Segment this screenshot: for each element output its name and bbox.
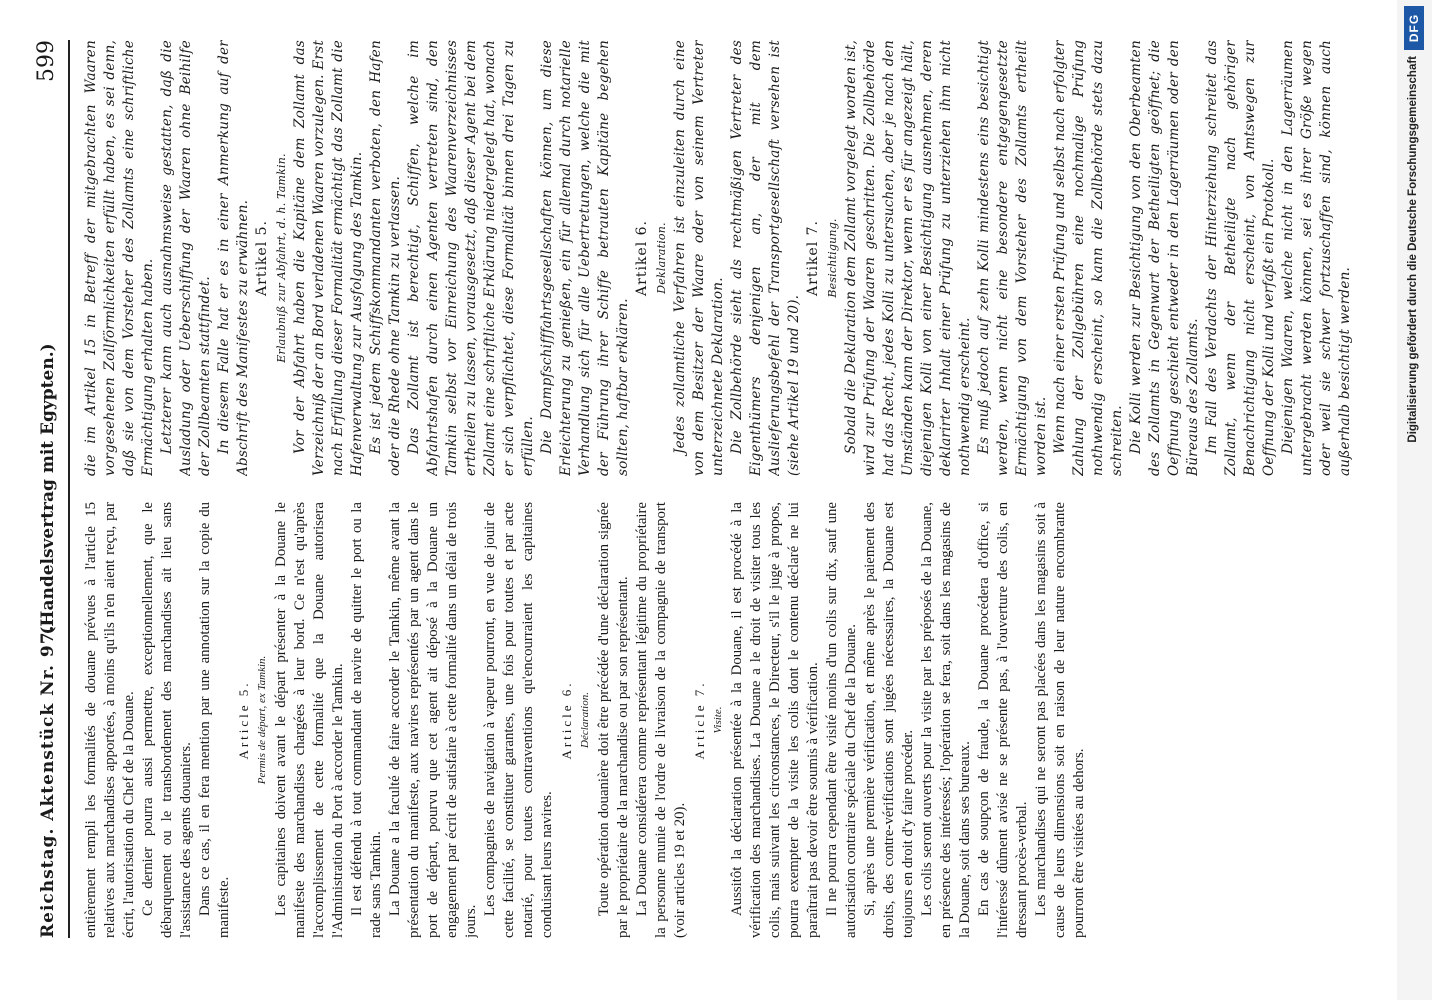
paragraph: Les colis seront ouverts pour la visite par les préposés de la Douane, en présence des intéressés; l'opération se fera, soit dans les magasins de la Douane, soit dans ses bureaux. [919, 502, 973, 938]
paragraph: die im Artikel 15 in Betreff der mitgebrachten Waaren vorgesehenen Zollförmlichkeiten erfüllt haben, es sei denn, daß sie von dem Vorsteher des Zollamts eine schriftliche Ermächtigung erhalten haben. [83, 40, 156, 476]
article-heading: Article 5. [236, 680, 251, 760]
article-subheading: Deklaration. [655, 222, 668, 294]
paragraph: Il ne pourra cependant être visité moins d'un colis sur dix, sauf une autorisation contraire spéciale du Chef de la Douane. [824, 502, 859, 938]
paragraph: La Douane a la faculté de faire accorder le Tamkin, même avant la présentation du manifeste, aux navires représentés par un agent dans le port de départ, pourvu que cet agent ait déposé à la Douane un engagement par écrit de satisfaire à cette formalité dans un délai de trois jours. [387, 502, 479, 938]
paragraph: Die Zollbehörde sieht als rechtmäßigen Vertreter des Eigenthümers denjenigen an, der mit dem Auslieferungsbefehl der Transportgesellschaft versehen ist (siehe Artikel 19 und 20). [729, 40, 802, 476]
dfg-logo: DFG [1404, 6, 1424, 50]
paragraph: Les capitaines doivent avant le départ présenter à la Douane le manifeste des marchandises chargées à leur bord. Ce n'est qu'après l'accomplissement de cette formalité que la Douane autorisera l'Administration du Port à accorder le Tamkin. [273, 502, 346, 938]
article-heading: Article 6. [559, 680, 574, 760]
paragraph: Il est défendu à tout commandant de navire de quitter le port ou la rade sans Tamkin. [349, 502, 384, 938]
page-header [34, 40, 70, 938]
header-title: Reichstag. Aktenstück Nr. 97. [38, 624, 58, 938]
article-subheading: Permis de départ, ex Tamkin. [256, 655, 268, 785]
paragraph: Aussitôt la déclaration présentée à la Douane, il est procédé à la vérification des marchandises. La Douane a le droit de visiter tous les colis, mais suivant les circonstances, le Directeur, s'il le juge à propos, pourra exempter de la visite les colis dont le contenu déclaré ne lui paraîtrait pas devoir être soumis à vérification. [729, 502, 821, 938]
paragraph: Sobald die Deklaration dem Zollamt vorgelegt worden ist, wird zur Prüfung der Waaren geschritten. Die Zollbehörde hat das Recht, jedes Kolli zu untersuchen, aber je nach den Umständen kann der Direktor, wenn er es für angezeigt hält, diejenigen Kolli von einer Besichtigung ausnehmen, deren deklarirter Inhalt einer Prüfung zu unterziehen ihm nicht nothwendig erscheint. [843, 40, 973, 476]
paragraph: Im Fall des Verdachts der Hinterziehung schreitet das Zollamt, wenn der Betheiligte nach gehöriger Benachrichtigung nicht erscheint, von Amtswegen zur Oeffnung der Kolli und verfaßt ein Protokoll. [1204, 40, 1277, 476]
paragraph: Diejenigen Waaren, welche nicht in den Lagerräumen untergebracht werden können, sei es ihrer Größe wegen oder weil sie schwer fortzuschaffen sind, können auch außerhalb besichtigt werden. [1280, 40, 1353, 476]
paragraph: Wenn nach einer ersten Prüfung und selbst nach erfolgter Zahlung der Zollgebühren eine nochmalige Prüfung nothwendig erscheint, so kann die Zollbehörde stets dazu schreiten. [1052, 40, 1125, 476]
article-heading: Article 7. [692, 680, 707, 760]
german-column [82, 40, 1392, 476]
article-heading: Artikel 6. [634, 220, 650, 296]
digitization-credit: Digitalisierung gefördert durch die Deutsche Forschungsgemeinschaft [1407, 56, 1419, 443]
header-subtitle: (Handelsvertrag mit Egypten.) [38, 343, 58, 635]
paragraph: Letzterer kann auch ausnahmsweise gestatten, daß die Ausladung oder Ueberschiffung der Waaren ohne Beihilfe der Zollbeamten stattfindet. [159, 40, 213, 476]
paragraph: Toute opération douanière doit être précédée d'une déclaration signée par le propriétaire de la marchandise ou par son représentant. [596, 502, 631, 938]
paragraph: Les marchandises qui ne seront pas placées dans les magasins soit à cause de leurs dimensions soit en raison de leur nature encombrante pourront être visitées au dehors. [1033, 502, 1087, 938]
paragraph: Das Zollamt ist berechtigt, Schiffen, welche im Abfahrtshafen durch einen Agenten vertreten sind, den Tamkin selbst vor Einreichung des Waarenverzeichnisses ertheilen zu lassen, vorausgesetzt, daß dieser Agent bei dem Zollamt eine schriftliche Erklärung niedergelegt hat, wonach er sich verpflichtet, diese Formalität binnen drei Tagen zu erfüllen. [406, 40, 536, 476]
article-subheading: Visite. [712, 706, 724, 734]
page-number: 599 [34, 40, 59, 82]
paragraph: Les compagnies de navigation à vapeur pourront, en vue de jouir de cette facilité, se constituer garantes, une fois pour toutes et par acte notarié, pour toutes contraventions qu'encourraient les capitaines conduisant leurs navires. [482, 502, 555, 938]
paragraph: En cas de soupçon de fraude, la Douane procédera d'office, si l'intéressé dûment avisé ne se présente pas, à l'ouverture des colis, en dressant procès-verbal. [976, 502, 1030, 938]
paragraph: Es muß jedoch auf zehn Kolli mindestens eins besichtigt werden, wenn nicht eine besondere entgegengesetzte Ermächtigung von dem Vorsteher des Zollamts ertheilt worden ist. [976, 40, 1049, 476]
paragraph: Vor der Abfahrt haben die Kapitäne dem Zollamt das Verzeichniß der an Bord verladenen Waaren vorzulegen. Erst nach Erfüllung dieser Formalität ermächtigt das Zollamt die Hafenverwaltung zur Ausfolgung des Tamkin. [292, 40, 365, 476]
paragraph: Dans ce cas, il en fera mention par une annotation sur la copie du manifeste. [197, 502, 232, 938]
paragraph: Die Kolli werden zur Besichtigung von den Oberbeamten des Zollamts in Gegenwart der Betheiligten geöffnet; die Oeffnung geschieht entweder in den Lagerräumen oder den Büreaus des Zollamts. [1128, 40, 1201, 476]
french-column [82, 502, 1392, 938]
paragraph: Es ist jedem Schiffskommandanten verboten, den Hafen oder die Rhede ohne Tamkin zu verlassen. [368, 40, 403, 476]
paragraph: Die Dampfschifffahrtsgesellschaften können, um diese Erleichterung zu genießen, ein für allemal durch notarielle Verhandlung sich für alle Uebertretungen, welche die mit der Führung ihrer Schiffe betrauten Kapitäne begehen sollten, haftbar erklären. [539, 40, 631, 476]
article-heading: Artikel 7. [805, 220, 821, 296]
article-subheading: Déclaration. [579, 692, 591, 748]
article-subheading: Besichtigung. [826, 218, 839, 298]
digitization-credit-bar [1397, 0, 1432, 1000]
paragraph: La Douane considérera comme représentant légitime du propriétaire la personne munie de l'ordre de livraison de la compagnie de transport (voir articles 19 et 20). [634, 502, 688, 938]
paragraph: Ce dernier pourra aussi permettre, exceptionnellement, que le débarquement ou le transbordement des marchandises ait lieu sans l'assistance des agents douaniers. [140, 502, 194, 938]
paragraph: entièrement rempli les formalités de douane prévues à l'article 15 relatives aux marchandises apportées, à moins qu'ils n'en aient reçu, par écrit, l'autorisation du Chef de la Douane. [83, 502, 137, 938]
article-heading: Artikel 5. [254, 220, 270, 296]
article-subheading: Erlaubniß zur Abfahrt, d. h. Tamkin. [275, 153, 288, 363]
paragraph: Jedes zollamtliche Verfahren ist einzuleiten durch eine von dem Besitzer der Waare oder von seinem Vertreter unterzeichnete Deklaration. [672, 40, 726, 476]
paragraph: Si, après une première vérification, et même après le paiement des droits, des contre-vérifications sont jugées nécessaires, la Douane est toujours en droit d'y faire procéder. [862, 502, 916, 938]
paragraph: In diesem Falle hat er es in einer Anmerkung auf der Abschrift des Manifestes zu erwähnen. [216, 40, 251, 476]
